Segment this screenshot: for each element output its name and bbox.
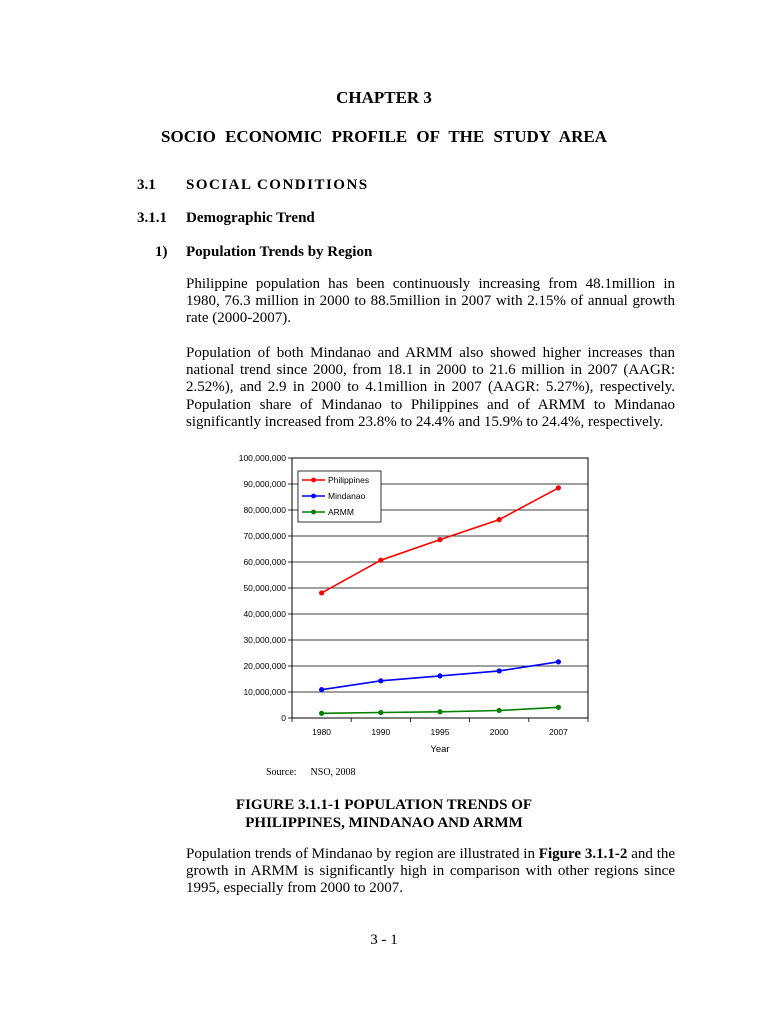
x-tick-label: 1980 — [312, 727, 332, 737]
data-point-armm — [556, 705, 561, 710]
legend-marker-philippines — [311, 478, 316, 483]
data-point-armm — [437, 709, 442, 714]
data-point-philippines — [378, 558, 383, 563]
y-tick-label: 30,000,000 — [243, 635, 286, 645]
page-number: 3 - 1 — [370, 932, 398, 948]
y-tick-label: 40,000,000 — [243, 609, 286, 619]
paragraph-3-text: Population trends of Mindanao by region are illustrated in — [186, 846, 539, 862]
y-tick-label: 70,000,000 — [243, 531, 286, 541]
data-point-philippines — [319, 590, 324, 595]
y-tick-label: 0 — [281, 713, 286, 723]
data-point-philippines — [437, 537, 442, 542]
x-tick-label: 1990 — [371, 727, 391, 737]
data-point-philippines — [497, 517, 502, 522]
legend-label-philippines: Philippines — [328, 475, 370, 485]
data-point-philippines — [556, 485, 561, 490]
data-point-mindanao — [319, 687, 324, 692]
y-tick-label: 80,000,000 — [243, 505, 286, 515]
chapter-heading: CHAPTER 3 — [336, 88, 432, 107]
figure-reference: Figure 3.1.1-2 — [538, 846, 628, 862]
paragraph-3-text-end: and the growth in ARMM is significantly high in comparison with other regions since 1995, especially from 2000 to 2007. — [186, 846, 676, 897]
y-tick-label: 50,000,000 — [243, 583, 286, 593]
paragraph-1: Philippine population has been continuously increasing from 48.1million in 1980, 76.3 million in 2000 to 88.5million in 2007 with 2.15% of annual growth rate (2000-2007). — [186, 276, 675, 327]
subsection-heading: Demographic Trend — [186, 210, 315, 226]
legend-marker-armm — [311, 510, 316, 515]
x-tick-label: 1995 — [430, 727, 450, 737]
section-number: 3.1 — [137, 177, 156, 193]
legend-marker-mindanao — [311, 494, 316, 499]
source-label: Source: — [266, 767, 297, 778]
y-tick-label: 60,000,000 — [243, 557, 286, 567]
figure-caption — [0, 796, 768, 832]
figure-source — [266, 767, 356, 778]
data-point-mindanao — [437, 673, 442, 678]
y-tick-label: 90,000,000 — [243, 479, 286, 489]
y-tick-label: 10,000,000 — [243, 687, 286, 697]
section-heading: SOCIAL CONDITIONS — [186, 177, 369, 193]
legend-label-armm: ARMM — [328, 507, 354, 517]
item-number: 1) — [155, 244, 168, 260]
data-point-mindanao — [497, 668, 502, 673]
caption-line-2: PHILIPPINES, MINDANAO AND ARMM — [245, 815, 523, 831]
source-value: NSO, 2008 — [310, 767, 356, 778]
legend-label-mindanao: Mindanao — [328, 491, 366, 501]
data-point-armm — [378, 710, 383, 715]
subsection-number: 3.1.1 — [137, 210, 167, 226]
item-heading: Population Trends by Region — [186, 244, 373, 260]
y-tick-label: 100,000,000 — [238, 453, 286, 463]
x-tick-label: 2007 — [548, 727, 568, 737]
chapter-title: SOCIO ECONOMIC PROFILE OF THE STUDY AREA — [161, 127, 607, 146]
x-tick-label: 2000 — [489, 727, 509, 737]
data-point-mindanao — [378, 678, 383, 683]
data-point-armm — [319, 711, 324, 716]
paragraph-2: Population of both Mindanao and ARMM also showed higher increases than national trend since 2000, from 18.1 in 2000 to 21.6 million in 2007 (AAGR: 2.52%), and 2.9 in 2000 to 4.1million in 2007 (AAGR: 5.27%), respectively. Population share of Mindanao to Philippines and of ARMM to Mindanao significantly increased from 23.8% to 24.4% and 15.9% to 24.4%, respectively. — [186, 345, 675, 430]
paragraph-3 — [186, 846, 675, 898]
data-point-armm — [497, 708, 502, 713]
x-axis-label: Year — [430, 744, 450, 755]
data-point-mindanao — [556, 659, 561, 664]
y-tick-label: 20,000,000 — [243, 661, 286, 671]
caption-line-1: FIGURE 3.1.1-1 POPULATION TRENDS OF — [235, 797, 533, 813]
